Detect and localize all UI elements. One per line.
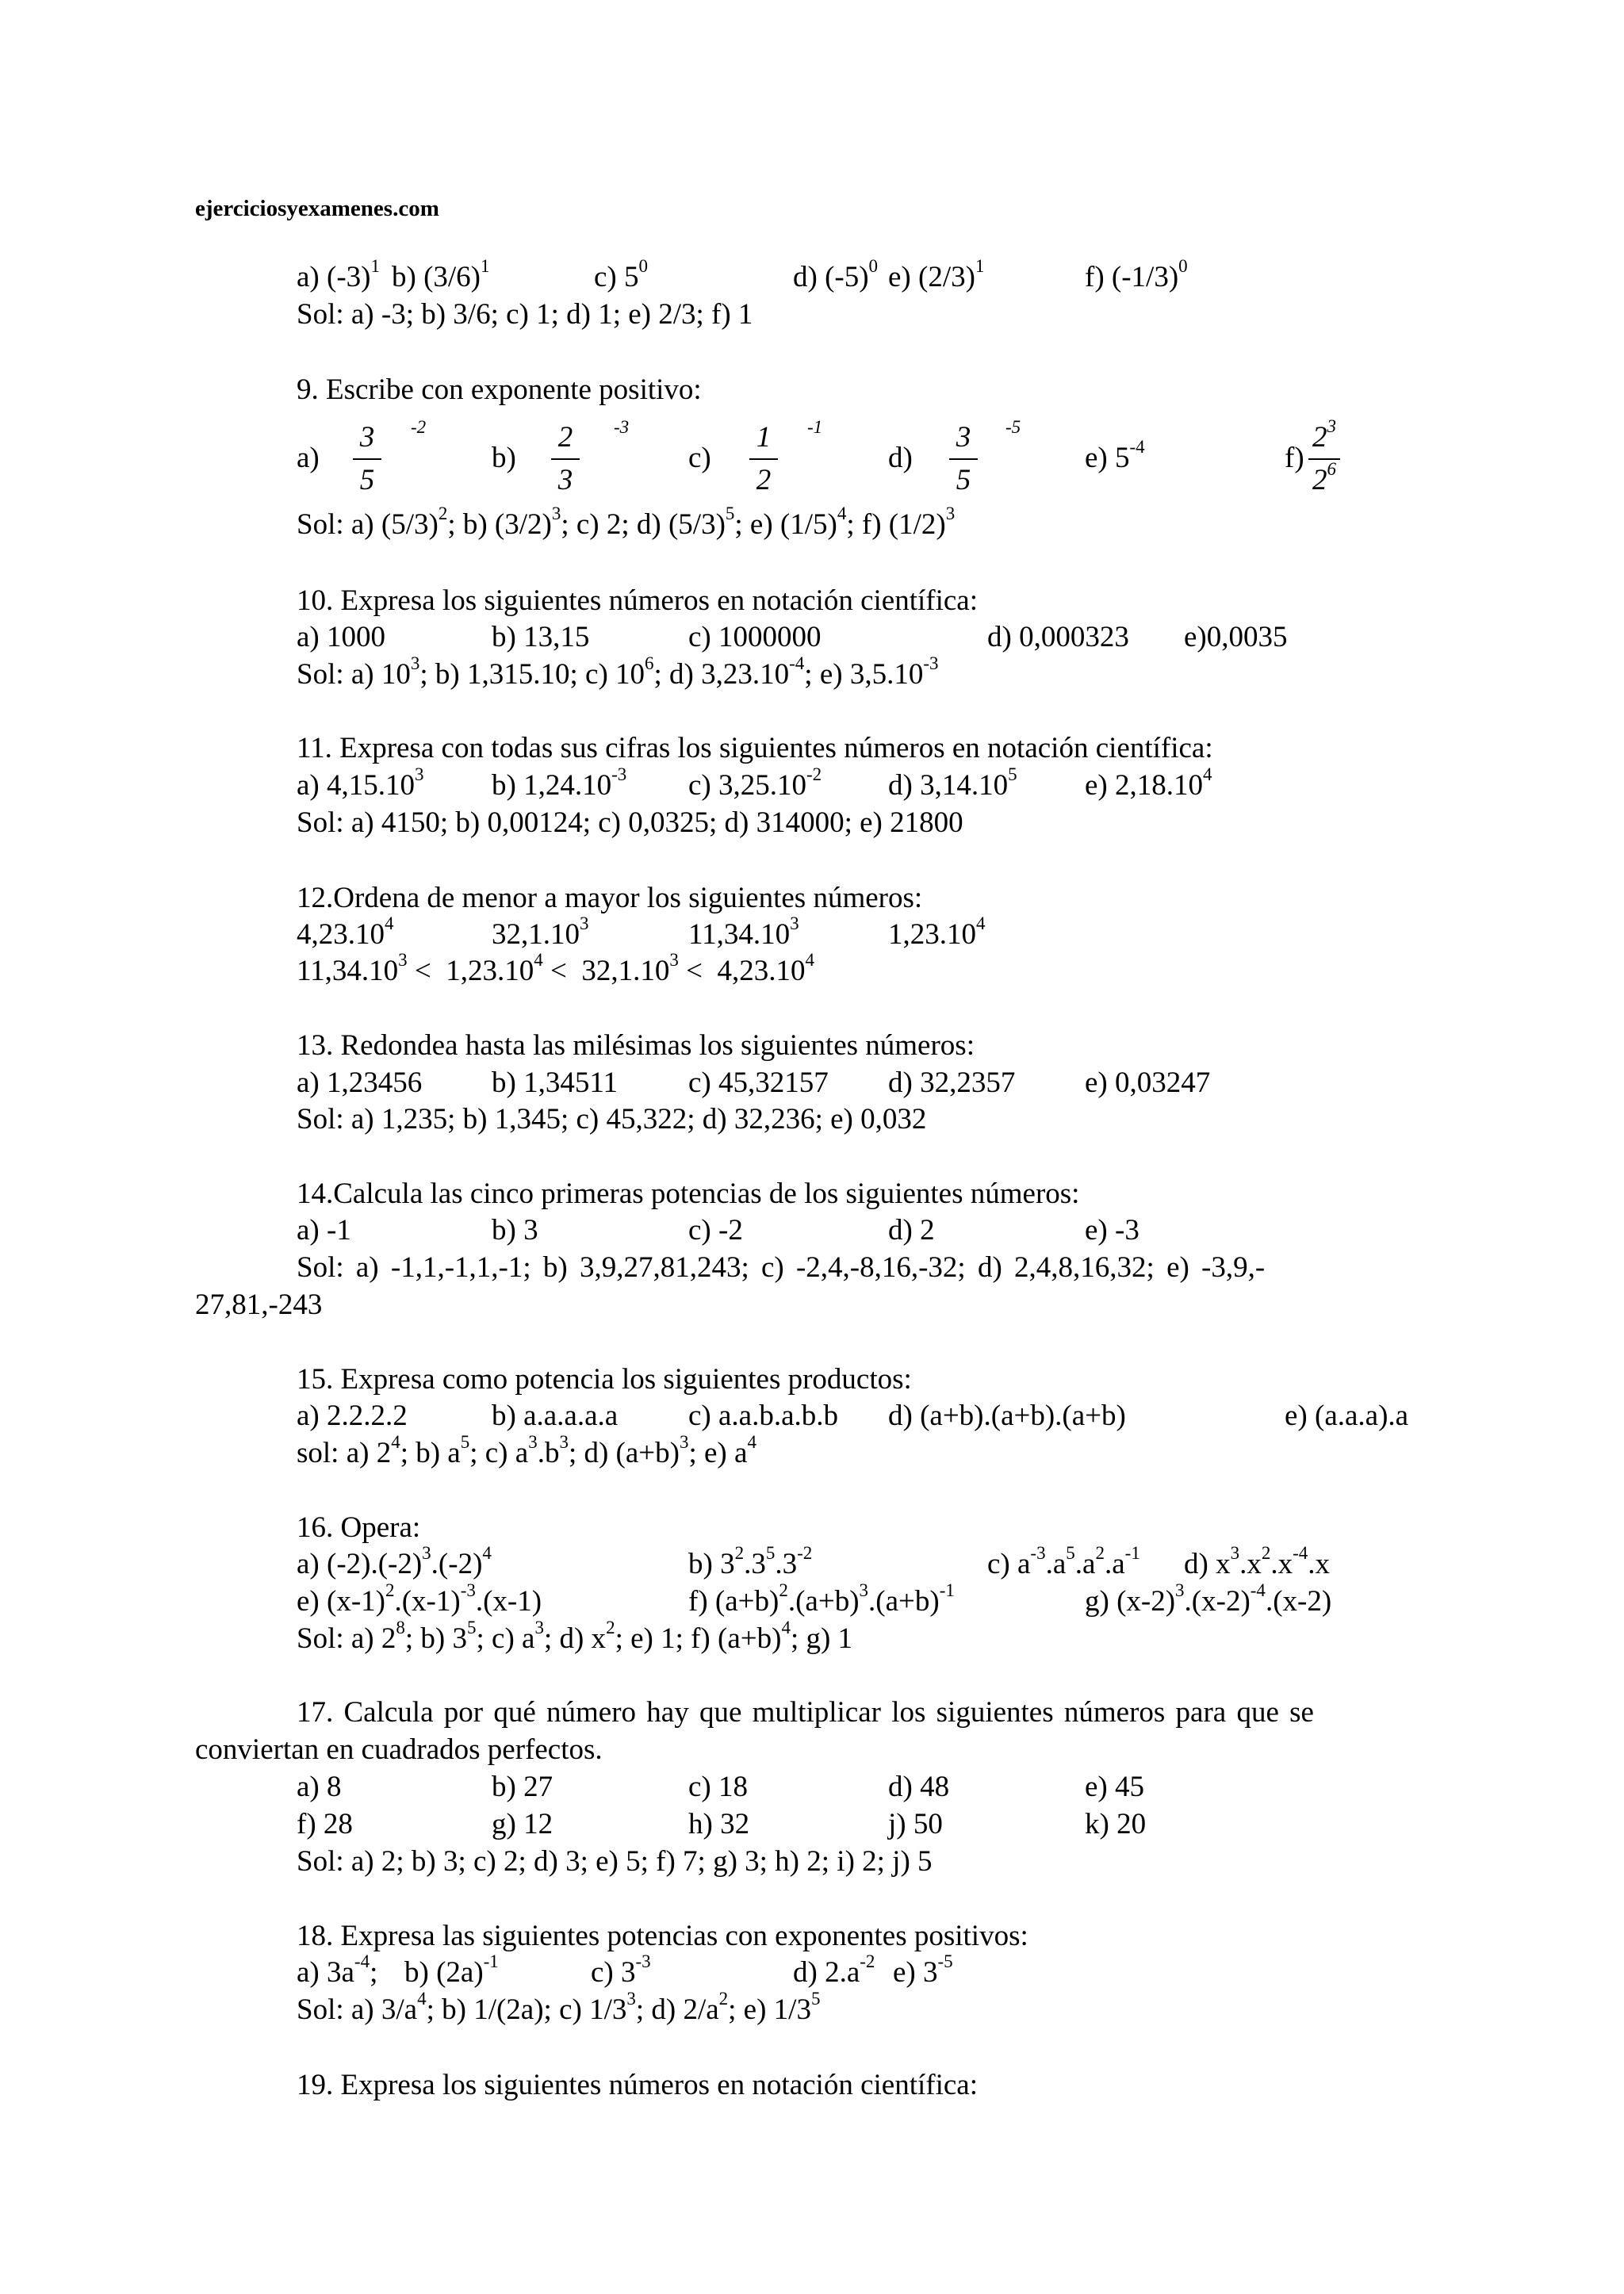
e9-a-exponent: -2 — [411, 417, 427, 437]
e15-solution: sol: a) $2^4$; b) $a^5$; c) $a^3.b^3$; d) $(a+b)^3$; e) $a^4$ — [297, 1432, 756, 1469]
e11-b: b) $1,24.10^{-3}$ — [492, 764, 627, 802]
e17-title-line2: conviertan en cuadrados perfectos. — [195, 1733, 603, 1766]
e11-a: a) 4,15.10$^3$ — [297, 764, 424, 802]
e15-d: d) (a+b).(a+b).(a+b) — [888, 1400, 1126, 1432]
e14-d: d) 2 — [888, 1214, 935, 1247]
e18-a: a) $3a^{-4}$; — [297, 1951, 378, 1989]
e12-solution: $11,34.10^3 < 1,23.10^4 < 32,1.10^3 < 4,23.10^4$ — [297, 950, 815, 987]
e15-c: c) a.a.b.a.b.b — [688, 1400, 839, 1432]
e17-c: c) 18 — [688, 1771, 748, 1803]
e14-b: b) 3 — [492, 1214, 538, 1247]
e16-title: 16. Opera: — [297, 1511, 421, 1544]
e15-a: a) 2.2.2.2 — [297, 1400, 408, 1432]
e9-title: 9. Escribe con exponente positivo: — [297, 373, 702, 406]
e15-title: 15. Expresa como potencia los siguientes productos: — [297, 1363, 912, 1396]
e12-n1: 4,23.10$^4$ — [297, 913, 394, 951]
e8-d: d) $(-5)^0$ — [793, 256, 879, 293]
e14-c: c) -2 — [688, 1214, 743, 1247]
e17-j: j) 50 — [888, 1808, 943, 1840]
e16-solution: Sol: a) $2^8$; b) $3^5$; c) $a^3$; d) $x^2$; e) 1; f) $(a+b)^4$; g) 1 — [297, 1618, 853, 1655]
e17-e: e) 45 — [1085, 1771, 1144, 1803]
e9-b-exponent: -3 — [614, 417, 630, 437]
e13-c: c) 45,32157 — [688, 1067, 829, 1099]
e16-d: d) $x^3.x^2.x^{-4}.x$ — [1184, 1543, 1330, 1580]
e8-c: c) $5^0$ — [594, 256, 648, 293]
e11-title: 11. Expresa con todas sus cifras los siguientes números en notación científica: — [297, 732, 1213, 764]
e17-b: b) 27 — [492, 1771, 553, 1803]
e12-title: 12.Ordena de menor a mayor los siguientes números: — [297, 882, 923, 914]
e11-c: c) $3,25.10^{-2}$ — [688, 764, 822, 802]
e12-n2: 32,1.10$^3$ — [492, 913, 589, 951]
e11-d: d) 3,14.10$^5$ — [888, 764, 1017, 802]
e18-b: b) $(2a)^{-1}$ — [404, 1951, 499, 1989]
e13-a: a) 1,23456 — [297, 1067, 423, 1099]
e10-b: b) 13,15 — [492, 621, 590, 653]
e8-solution: Sol: a) -3; b) 3/6; c) 1; d) 1; e) 2/3; f) 1 — [297, 298, 753, 331]
e9-e: e) $5^{-4}$ — [1085, 437, 1145, 474]
e17-g: g) 12 — [492, 1808, 553, 1840]
site-header: ejerciciosyexamenes.com — [195, 196, 439, 221]
e17-a: a) 8 — [297, 1771, 342, 1803]
e15-b: b) a.a.a.a.a — [492, 1400, 619, 1432]
e18-d: d) $2.a^{-2}$ — [793, 1951, 875, 1989]
e13-title: 13. Redondea hasta las milésimas los siguientes números: — [297, 1029, 975, 1062]
e16-b: b) $3^2.3^5.3^{-2}$ — [688, 1543, 813, 1580]
e16-c: c) $a^{-3}.a^5.a^2.a^{-1}$ — [987, 1543, 1140, 1580]
e14-solution-line2: 27,81,-243 — [195, 1289, 323, 1321]
e9-f-label: f) — [1285, 442, 1304, 474]
e10-solution: Sol: a) $10^3$; b) 1,315.10; c) $10^6$; d) $3,23.10^{-4}$; e) $3,5.10^{-3}$ — [297, 653, 939, 691]
e13-d: d) 32,2357 — [888, 1067, 1016, 1099]
e10-a: a) 1000 — [297, 621, 385, 653]
e8-a: a) $(-3)^1$ — [297, 256, 380, 293]
e9-f-fraction: $2^3$ $2^6$ — [1307, 420, 1342, 498]
e17-d: d) 48 — [888, 1771, 950, 1803]
e14-solution-line1: Sol: a) -1,1,-1,1,-1; b) 3,9,27,81,243; c) -2,4,-8,16,-32; d) 2,4,8,16,32; e) -3,9,- — [297, 1251, 1266, 1284]
e13-e: e) 0,03247 — [1085, 1067, 1211, 1099]
e17-f: f) 28 — [297, 1808, 353, 1840]
e9-c-exponent: -1 — [807, 417, 823, 437]
e9-a-fraction: 3 5 — [351, 420, 383, 498]
e18-title: 18. Expresa las siguientes potencias con exponentes positivos: — [297, 1920, 1028, 1952]
e19-title: 19. Expresa los siguientes números en notación científica: — [297, 2069, 978, 2101]
e9-d-label: d) — [888, 442, 913, 474]
e14-title: 14.Calcula las cinco primeras potencias de los siguientes números: — [297, 1178, 1080, 1210]
e11-solution: Sol: a) 4150; b) 0,00124; c) 0,0325; d) 314000; e) 21800 — [297, 806, 963, 839]
e14-e: e) -3 — [1085, 1214, 1139, 1247]
e9-b-label: b) — [492, 442, 516, 474]
e12-n4: 1,23.10$^4$ — [888, 913, 986, 951]
e12-n3: 11,34.10$^3$ — [688, 913, 799, 951]
e17-title-line1: 17. Calcula por qué número hay que multiplicar los siguientes números para que se — [297, 1696, 1314, 1729]
e10-e: e)0,0035 — [1184, 621, 1288, 653]
e16-e: e) $(x-1)^2.(x-1)^{-3}.(x-1)$ — [297, 1580, 542, 1618]
e8-b: b) $(3/6)^1$ — [392, 256, 490, 293]
e13-solution: Sol: a) 1,235; b) 1,345; c) 45,322; d) 32,236; e) 0,032 — [297, 1103, 927, 1136]
e17-solution: Sol: a) 2; b) 3; c) 2; d) 3; e) 5; f) 7; g) 3; h) 2; i) 2; j) 5 — [297, 1845, 933, 1878]
e16-a: a) $(-2).(-2)^3.(-2)^4$ — [297, 1543, 492, 1580]
e9-d-exponent: -5 — [1005, 417, 1021, 437]
e18-solution: Sol: a) $3/a^4$; b) 1/(2a); c) $1/3^3$; d) $2/a^2$; e) $1/3^5$ — [297, 1989, 821, 2026]
e10-d: d) 0,000323 — [987, 621, 1129, 653]
e18-c: c) $3^{-3}$ — [591, 1951, 651, 1989]
e16-g: g) $(x-2)^3.(x-2)^{-4}.(x-2)$ — [1085, 1580, 1332, 1618]
e9-c-fraction: 1 2 — [748, 420, 779, 498]
e11-e: e) 2,18.10$^4$ — [1085, 764, 1212, 802]
e9-d-fraction: 3 5 — [948, 420, 979, 498]
e8-f: f) $(-1/3)^0$ — [1085, 256, 1188, 293]
e16-f: f) $(a+b)^2.(a+b)^3.(a+b)^{-1}$ — [688, 1580, 955, 1618]
e8-e: e) $(2/3)^1$ — [888, 256, 985, 293]
e17-k: k) 20 — [1085, 1808, 1147, 1840]
e9-a-label: a) — [297, 442, 320, 474]
e10-title: 10. Expresa los siguientes números en notación científica: — [297, 584, 978, 617]
e10-c: c) 1000000 — [688, 621, 822, 653]
e13-b: b) 1,34511 — [492, 1067, 618, 1099]
e15-e: e) (a.a.a).a — [1285, 1400, 1409, 1432]
e18-e: e) $3^{-5}$ — [893, 1951, 953, 1989]
e9-c-label: c) — [688, 442, 711, 474]
e9-solution: Sol: a) $(5/3)^2$; b) $(3/2)^3$; c) 2; d) $(5/3)^5$; e) $(1/5)^4$; f) $(1/2)^3$ — [297, 504, 956, 541]
e9-b-fraction: 2 3 — [550, 420, 581, 498]
e17-h: h) 32 — [688, 1808, 750, 1840]
e14-a: a) -1 — [297, 1214, 351, 1247]
